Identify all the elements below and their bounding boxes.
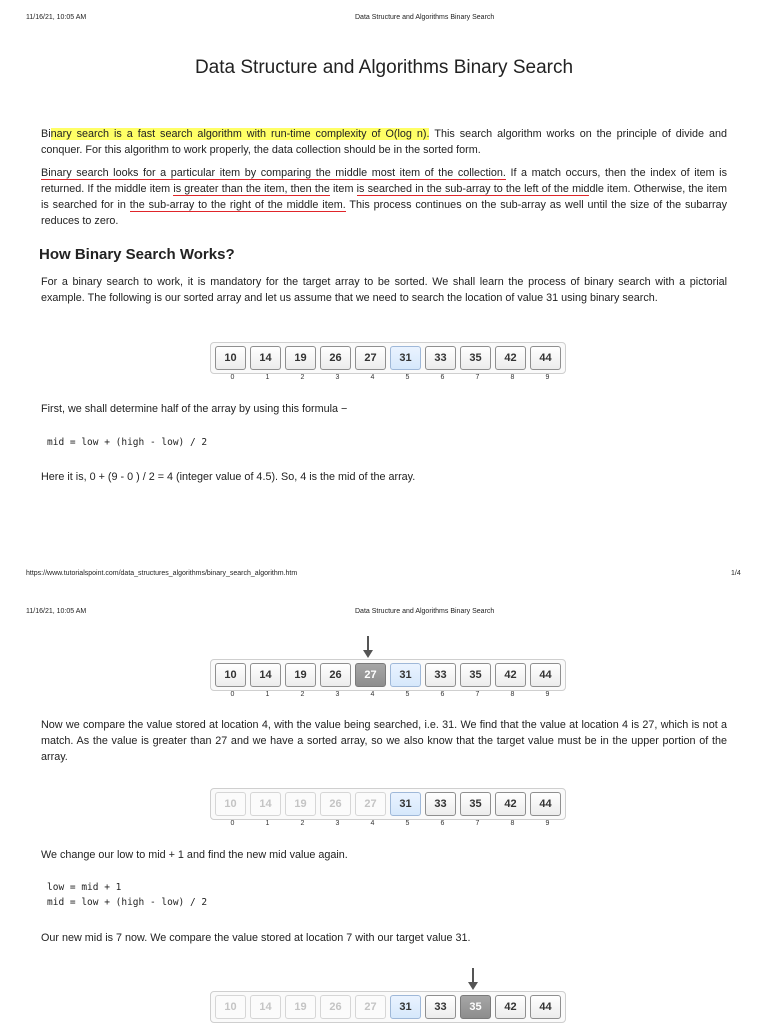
array-index: 2 <box>300 820 305 827</box>
array-cell-target: 31 <box>390 663 421 687</box>
code-formula: mid = low + (high - low) / 2 <box>47 437 208 448</box>
array-cell-discarded: 10 <box>215 792 246 816</box>
sorted-array <box>210 659 566 691</box>
array-cell-target: 31 <box>390 792 421 816</box>
array-index: 5 <box>405 820 410 827</box>
array-index: 7 <box>475 374 480 381</box>
code-low-update: low = mid + 1 <box>47 882 122 893</box>
print-header-title: Data Structure and Algorithms Binary Search <box>355 14 495 21</box>
array-cell: 33 <box>425 995 456 1019</box>
print-footer-page: 1/4 <box>731 570 741 577</box>
array-index: 9 <box>545 820 550 827</box>
array-cell: 26 <box>320 346 351 370</box>
formula-intro: First, we shall determine half of the array by using this formula − <box>41 403 348 415</box>
array-index: 6 <box>440 374 445 381</box>
array-index: 1 <box>265 374 270 381</box>
array-index: 1 <box>265 820 270 827</box>
array-index: 8 <box>510 691 515 698</box>
array-cell: 14 <box>250 346 281 370</box>
underlined-text: the sub-array to the right of the middle item. <box>129 199 346 211</box>
down-arrow-icon <box>361 636 375 658</box>
array-cell-discarded: 19 <box>285 995 316 1019</box>
array-index: 7 <box>475 691 480 698</box>
array-diagram-upper <box>210 788 566 827</box>
array-cell: 44 <box>530 346 561 370</box>
sorted-array <box>210 788 566 820</box>
comparison-paragraph: Now we compare the value stored at location 4, with the value being searched, i.e. 31. We find that the value at location 4 is 27, which is not a match. As the value is greater than 27 and we have a sorted array, so we also know that the target value must be in the upper portion of the array. <box>41 719 727 763</box>
underlined-text: is searched in the sub-array to the left of the mid <box>356 183 590 195</box>
array-cell: 42 <box>495 663 526 687</box>
array-cell-mid: 27 <box>355 663 386 687</box>
array-index: 5 <box>405 374 410 381</box>
array-cell: 26 <box>320 663 351 687</box>
array-index: 2 <box>300 691 305 698</box>
underlined-text: Binary search looks for a particular item by comparing the middle most item of the collection. <box>41 167 506 179</box>
print-header-date: 11/16/21, 10:05 AM <box>26 14 87 21</box>
array-index: 4 <box>370 374 375 381</box>
array-cell: 42 <box>495 346 526 370</box>
array-index: 6 <box>440 691 445 698</box>
example-paragraph: For a binary search to work, it is mandatory for the target array to be sorted. We shall learn the process of binary search with a pictorial example. The following is our sorted array and let us assume that we need to search the location of value 31 using binary search. <box>41 276 727 304</box>
sorted-array <box>210 991 566 1023</box>
array-index: 0 <box>230 691 235 698</box>
array-index: 2 <box>300 374 305 381</box>
array-cell: 35 <box>460 792 491 816</box>
print-header-date: 11/16/21, 10:05 AM <box>26 608 87 615</box>
array-cell-target: 31 <box>390 995 421 1019</box>
array-cell-discarded: 14 <box>250 792 281 816</box>
sorted-array <box>210 342 566 374</box>
array-cell: 44 <box>530 995 561 1019</box>
array-indices <box>210 820 566 827</box>
array-indices <box>210 374 566 381</box>
array-cell: 33 <box>425 663 456 687</box>
array-cell: 35 <box>460 663 491 687</box>
array-cell-discarded: 14 <box>250 995 281 1019</box>
array-diagram-initial <box>210 342 566 381</box>
array-index: 3 <box>335 820 340 827</box>
highlighted-text: nary search is a fast search algorithm with run-time complexity of Ο(log n). <box>50 128 430 140</box>
array-index: 3 <box>335 374 340 381</box>
array-index: 8 <box>510 374 515 381</box>
array-cell-discarded: 27 <box>355 995 386 1019</box>
array-cell: 19 <box>285 346 316 370</box>
array-cell: 33 <box>425 346 456 370</box>
array-cell: 10 <box>215 663 246 687</box>
array-index: 6 <box>440 820 445 827</box>
array-index: 1 <box>265 691 270 698</box>
array-cell-discarded: 27 <box>355 792 386 816</box>
array-cell: 19 <box>285 663 316 687</box>
array-cell: 33 <box>425 792 456 816</box>
low-change-paragraph: We change our low to mid + 1 and find the new mid value again. <box>41 849 348 861</box>
binary-search-description: Binary search looks for a particular item by comparing the middle most item of the collection. If a match occurs, then the index of item is returned. If the middle item is greater than the item, then the item is searched in the sub-array to the left of the middle item. Otherwise, the item is searched for in the sub-array to the right of the middle item. This process continues on the sub-array as well until the size of the subarray reduces to zero. <box>41 167 727 227</box>
array-cell-discarded: 19 <box>285 792 316 816</box>
intro-paragraph: Binary search is a fast search algorithm with run-time complexity of Ο(log n). This search algorithm works on the principle of divide and conquer. For this algorithm to work properly, the data collection should be in the sorted form. <box>41 128 727 156</box>
array-index: 9 <box>545 374 550 381</box>
array-cell: 14 <box>250 663 281 687</box>
mid-calculation: Here it is, 0 + (9 - 0 ) / 2 = 4 (integer value of 4.5). So, 4 is the mid of the array. <box>41 471 416 483</box>
array-index: 0 <box>230 820 235 827</box>
array-cell-discarded: 26 <box>320 792 351 816</box>
print-header-title: Data Structure and Algorithms Binary Search <box>355 608 495 615</box>
array-cell: 44 <box>530 663 561 687</box>
array-cell: 42 <box>495 995 526 1019</box>
print-footer-url: https://www.tutorialspoint.com/data_structures_algorithms/binary_search_algorithm.htm <box>26 570 298 577</box>
array-index: 0 <box>230 374 235 381</box>
new-mid-paragraph: Our new mid is 7 now. We compare the value stored at location 7 with our target value 31. <box>41 932 471 944</box>
array-index: 4 <box>370 691 375 698</box>
array-cell-discarded: 26 <box>320 995 351 1019</box>
array-index: 5 <box>405 691 410 698</box>
array-cell: 42 <box>495 792 526 816</box>
array-cell-discarded: 10 <box>215 995 246 1019</box>
underlined-text: is greater than the item, then the <box>173 183 330 195</box>
array-cell: 27 <box>355 346 386 370</box>
code-mid-formula: mid = low + (high - low) / 2 <box>47 897 208 908</box>
array-index: 7 <box>475 820 480 827</box>
array-indices <box>210 691 566 698</box>
array-cell: 10 <box>215 346 246 370</box>
array-index: 3 <box>335 691 340 698</box>
down-arrow-icon <box>466 968 480 990</box>
array-cell-target: 31 <box>390 346 421 370</box>
array-diagram-mid7 <box>210 991 566 1023</box>
section-heading: How Binary Search Works? <box>39 246 235 263</box>
array-cell: 44 <box>530 792 561 816</box>
array-index: 9 <box>545 691 550 698</box>
array-cell-mid: 35 <box>460 995 491 1019</box>
array-diagram-mid4 <box>210 659 566 698</box>
array-index: 8 <box>510 820 515 827</box>
array-index: 4 <box>370 820 375 827</box>
array-cell: 35 <box>460 346 491 370</box>
page-title: Data Structure and Algorithms Binary Search <box>194 57 574 78</box>
